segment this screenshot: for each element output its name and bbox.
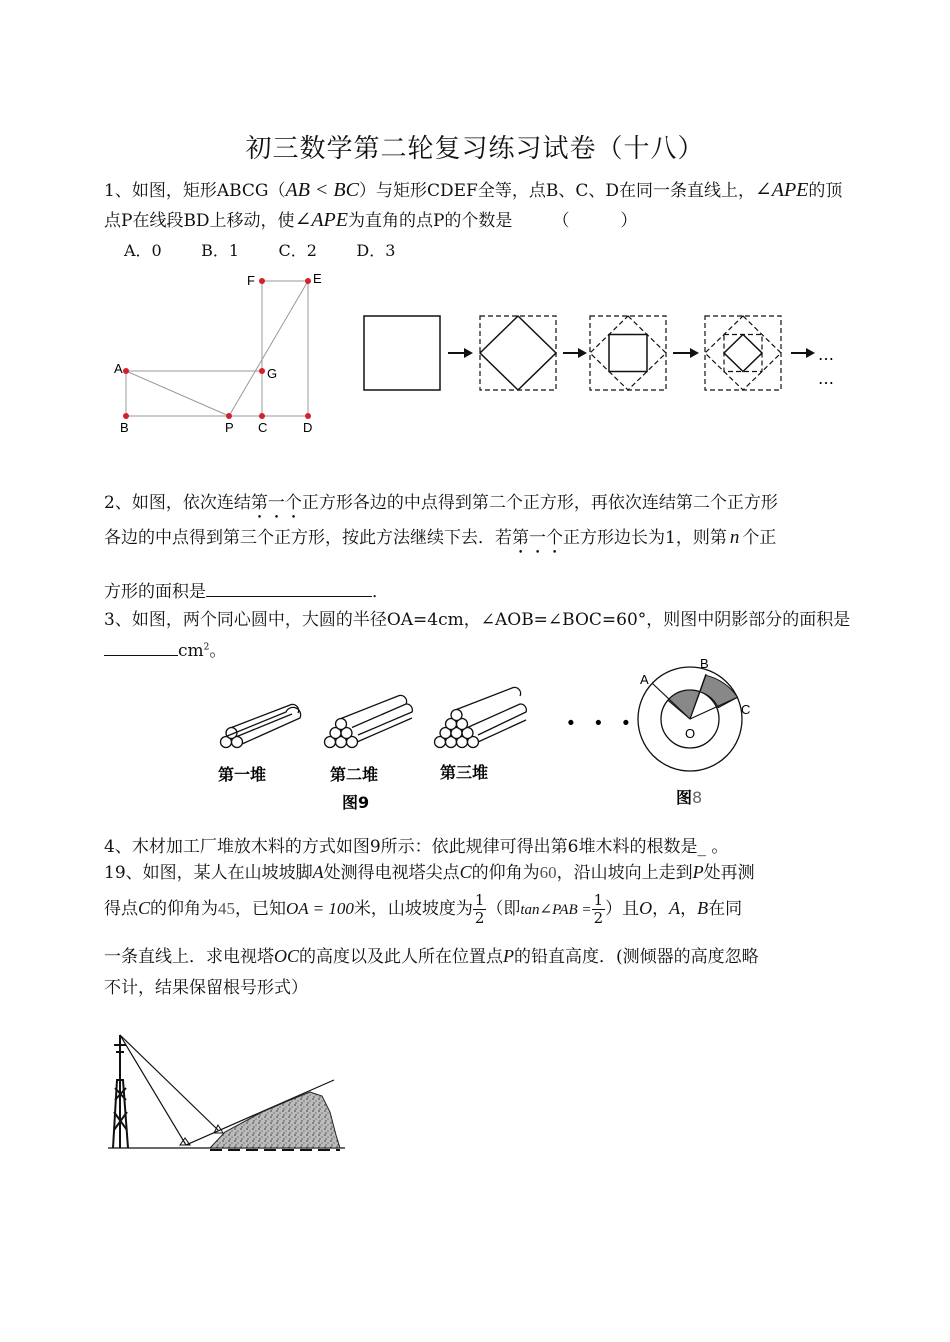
label-b: B bbox=[120, 420, 129, 435]
tv-tower bbox=[113, 1035, 128, 1148]
pile-3-label: 第三堆 bbox=[440, 763, 489, 782]
q1-answer-paren: （ ） bbox=[552, 211, 638, 231]
hill bbox=[210, 1092, 340, 1148]
q1-option-c: C．2 bbox=[278, 241, 317, 260]
label-f: F bbox=[247, 273, 255, 288]
label-circle-a: A bbox=[640, 672, 649, 687]
label-c: C bbox=[258, 420, 268, 435]
label-e: E bbox=[313, 271, 322, 286]
q1-option-b: B．1 bbox=[201, 241, 240, 260]
ellipsis-1: … bbox=[818, 345, 834, 364]
tan-fraction: $\frac{1}{2}$ bbox=[593, 891, 604, 927]
q1-option-d: D．3 bbox=[356, 241, 396, 260]
label-circle-o: O bbox=[685, 726, 696, 741]
label-a: A bbox=[114, 361, 123, 376]
q19-line2: 得点C的仰角为45，已知OA = 100米，山坡坡度为 $\frac{1}{2}$ （即tan∠PAB = $\frac{1}{2}$ ）且O，A，B在同 bbox=[104, 891, 743, 927]
q1-condition: AB < BC bbox=[285, 179, 359, 201]
pile-2-label: 第二堆 bbox=[330, 765, 379, 784]
q3-line2: $cm^2$。 bbox=[104, 636, 226, 661]
q2-line1: 2、如图，依次连结第一个正方形各边的中点得到第二个正方形，再依次连结第二个正方形 bbox=[104, 493, 778, 513]
q19-line4: 不计，结果保留根号形式） bbox=[104, 978, 308, 998]
ellipsis-2: … bbox=[818, 369, 834, 388]
label-circle-c: C bbox=[741, 702, 751, 717]
label-circle-b: B bbox=[700, 656, 709, 671]
q2-line3: 方形的面积是 ． bbox=[104, 582, 389, 602]
figure-8-caption: 图8 bbox=[676, 788, 703, 807]
q1-line2: 点P在线段BD上移动，使∠APE为直角的点P的个数是 （ ） bbox=[104, 209, 638, 231]
q2-line2: 各边的中点得到第三个正方形，按此方法继续下去．若第一个正方形边长为1，则第 n 个正 bbox=[104, 527, 777, 548]
q1-line1: 1、如图，矩形ABCG（AB < BC）与矩形CDEF全等，点B、C、D在同一条直线上，∠APE的顶 bbox=[104, 179, 843, 201]
figure-9-caption: 图9 bbox=[342, 793, 370, 812]
q3-line1: 3、如图，两个同心圆中，大圆的半径OA=4cm，∠AOB=∠BOC=60°，则图中阴影部分的面积是 bbox=[104, 610, 851, 630]
q4-text: 4、木材加工厂堆放木料的方式如图9所示：依此规律可得出第6堆木料的根数是_ 。 bbox=[104, 837, 729, 857]
q19-line1: 19、如图，某人在山坡坡脚A处测得电视塔尖点C的仰角为60，沿山坡向上走到P处再测 bbox=[104, 862, 755, 883]
q1-angle: ∠APE bbox=[754, 179, 809, 201]
continuation-dots: · · · bbox=[566, 706, 635, 739]
page-title: 初三数学第二轮复习练习试卷（十八） bbox=[245, 134, 705, 164]
slope-fraction: $\frac{1}{2}$ bbox=[474, 891, 485, 927]
label-g: G bbox=[267, 366, 278, 381]
pile-1-label: 第一堆 bbox=[218, 765, 267, 784]
label-p: P bbox=[225, 420, 234, 435]
q19-line3: 一条直线上．求电视塔OC的高度以及此人所在位置点P的铅直高度．(测倾器的高度忽略 bbox=[104, 946, 759, 967]
q1-option-a: A．0 bbox=[124, 241, 162, 260]
label-d: D bbox=[303, 420, 313, 435]
